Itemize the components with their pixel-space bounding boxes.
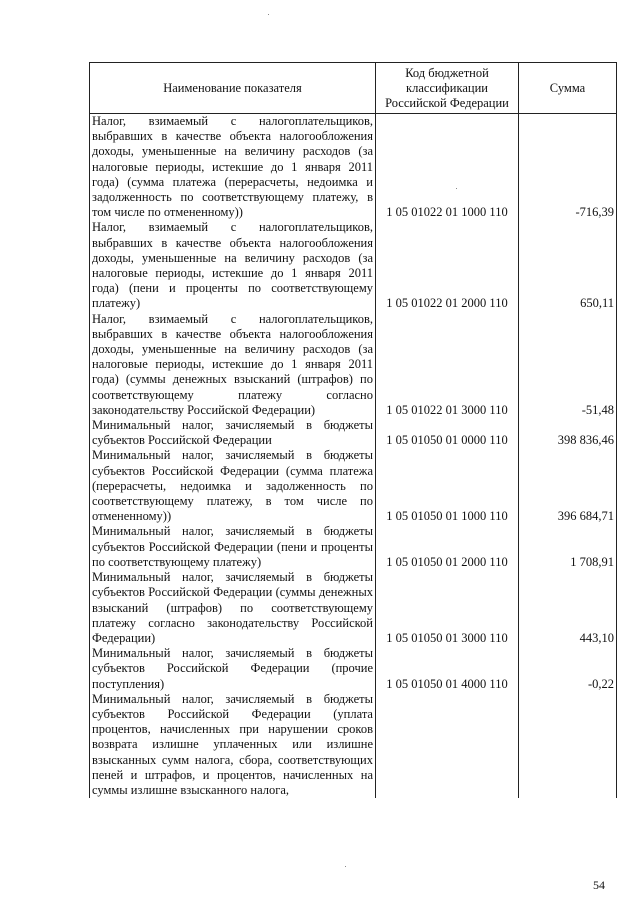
header-sum: Сумма [519,63,617,114]
table-row [90,220,617,311]
row-code [376,692,519,798]
row-sum: 650,11 [519,220,617,311]
row-code: 1 05 01050 01 4000 110 [376,646,519,692]
scan-speck [456,188,457,189]
row-name: Налог, взимаемый с налогоплательщиков, выбравших в качестве объекта налогообложения доходы, уменьшенные на величину расходов (за налоговые периоды, истекшие до 1 января 2011 года) (сумма платежа (перерасчеты, недоимка и задолженность по соответствующему платежу, в том числе по отмененному)) [90,114,376,221]
table-row-continued [90,692,617,798]
row-sum: -51,48 [519,312,617,418]
scan-speck [268,14,269,15]
row-name: Минимальный налог, зачисляемый в бюджеты субъектов Российской Федерации (суммы денежных взысканий (штрафов) по соответствующему платежу согласно законодательству Российской Федерации) [90,570,376,646]
row-code: 1 05 01022 01 1000 110 [376,114,519,221]
row-name: Минимальный налог, зачисляемый в бюджеты субъектов Российской Федерации (прочие поступления) [90,646,376,692]
row-name: Налог, взимаемый с налогоплательщиков, выбравших в качестве объекта налогообложения доходы, уменьшенные на величину расходов (за налоговые периоды, истекшие до 1 января 2011 года) (пени и проценты по соответствующему платежу) [90,220,376,311]
row-name: Минимальный налог, зачисляемый в бюджеты субъектов Российской Федерации (уплата процентов, начисленных при нарушении сроков возврата излишне уплаченных или излишне взысканных сумм налога, сбора, соответствующих пеней и штрафов, и процентов, начисленных на суммы излишне взысканного налога, [90,692,376,798]
row-name: Налог, взимаемый с налогоплательщиков, выбравших в качестве объекта налогообложения доходы, уменьшенные на величину расходов (за налоговые периоды, истекшие до 1 января 2011 года) (суммы денежных взысканий (штрафов) по соответствующему платежу согласно законодательству Российской Федерации) [90,312,376,418]
row-code: 1 05 01050 01 3000 110 [376,570,519,646]
table-row [90,312,617,418]
row-sum [519,692,617,798]
row-code: 1 05 01050 01 1000 110 [376,448,519,524]
table-row [90,114,617,221]
table-row [90,448,617,524]
row-code: 1 05 01022 01 2000 110 [376,220,519,311]
scan-speck [345,866,346,867]
row-sum: 443,10 [519,570,617,646]
table-row [90,570,617,646]
table-row [90,524,617,570]
row-name: Минимальный налог, зачисляемый в бюджеты субъектов Российской Федерации [90,418,376,448]
row-name: Минимальный налог, зачисляемый в бюджеты субъектов Российской Федерации (сумма платежа (перерасчеты, недоимка и задолженность по соответствующему платежу, в том числе по отмененному)) [90,448,376,524]
row-code: 1 05 01050 01 0000 110 [376,418,519,448]
row-sum: -716,39 [519,114,617,221]
table-header-row [90,63,617,114]
row-sum: 1 708,91 [519,524,617,570]
row-code: 1 05 01050 01 2000 110 [376,524,519,570]
table-row [90,418,617,448]
table-row [90,646,617,692]
header-name: Наименование показателя [90,63,376,114]
row-sum: 396 684,71 [519,448,617,524]
budget-table [89,62,617,798]
page-number: 54 [593,878,605,892]
row-sum: -0,22 [519,646,617,692]
header-code: Код бюджетной классификации Российской Федерации [376,63,519,114]
row-name: Минимальный налог, зачисляемый в бюджеты субъектов Российской Федерации (пени и проценты по соответствующему платежу) [90,524,376,570]
row-code: 1 05 01022 01 3000 110 [376,312,519,418]
row-sum: 398 836,46 [519,418,617,448]
